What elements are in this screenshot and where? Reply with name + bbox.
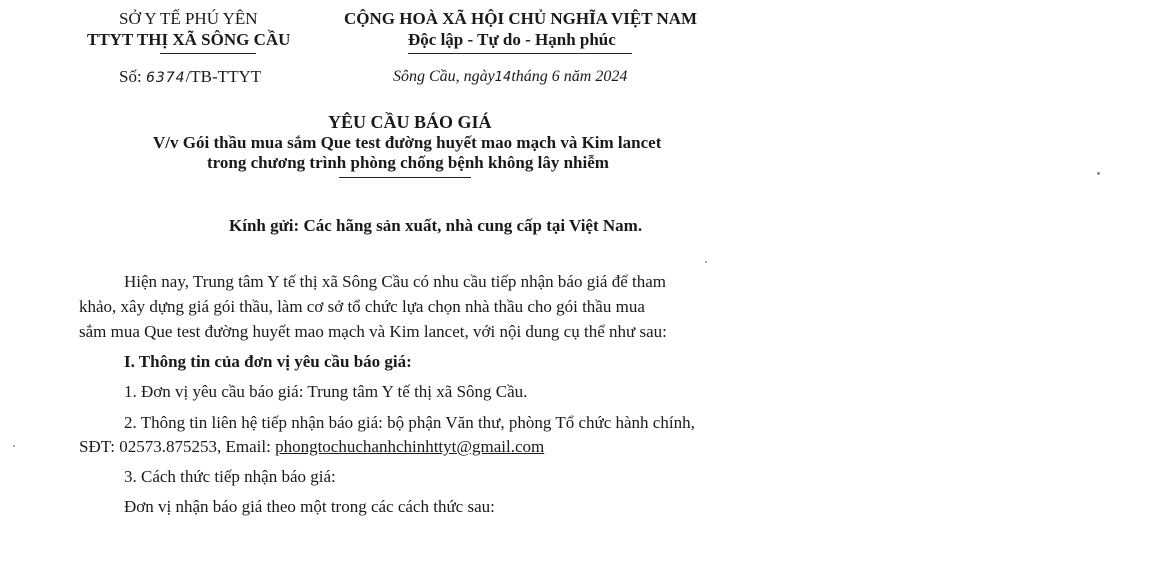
national-motto: Độc lập - Tự do - Hạnh phúc [408,30,616,49]
scan-speck [13,445,15,447]
section-1-heading: I. Thông tin của đơn vị yêu cầu báo giá: [124,352,412,371]
issuing-unit-underline [160,53,256,54]
recipient-line: Kính gửi: Các hãng sản xuất, nhà cung cấp tại Việt Nam. [229,216,643,235]
agency-name: SỞ Y TẾ PHÚ YÊN [119,9,258,28]
contact-email-link[interactable]: phongtochuchanhchinhttyt@gmail.com [275,437,545,456]
document-number-handwritten: 6374 [145,70,186,86]
place-date-prefix: Sông Cầu, ngày [393,68,495,85]
scan-speck [1097,172,1100,175]
subject-line-2: trong chương trình phòng chống bệnh không lây nhiễm [207,153,609,172]
month-prefix: tháng [511,68,552,85]
scan-speck [705,261,707,263]
document-title: YÊU CẦU BÁO GIÁ [328,112,492,132]
intro-line-2: khảo, xây dựng giá gói thầu, làm cơ sở tổ chức lựa chọn nhà thầu cho gói thầu mua [79,297,645,316]
item-4: Đơn vị nhận báo giá theo một trong các cách thức sau: [124,497,495,516]
subject-underline [339,177,471,178]
intro-line-1: Hiện nay, Trung tâm Y tế thị xã Sông Cầu có nhu cầu tiếp nhận báo giá để tham [124,272,667,291]
month-value: 6 [551,68,560,85]
document-number-prefix: Số: [119,67,146,86]
day-handwritten: 14 [494,70,512,85]
motto-underline [408,53,632,54]
item-2-line-2 [79,437,544,457]
intro-line-3: sắm mua Que test đường huyết mao mạch và Kim lancet, với nội dung cụ thể như sau: [79,322,667,341]
item-2-line-1: 2. Thông tin liên hệ tiếp nhận báo giá: bộ phận Văn thư, phòng Tổ chức hành chính, [124,413,695,432]
document-number-suffix: /TB-TTYT [185,67,262,86]
item-1: 1. Đơn vị yêu cầu báo giá: Trung tâm Y tế thị xã Sông Cầu. [124,382,528,401]
national-title: CỘNG HOÀ XÃ HỘI CHỦ NGHĨA VIỆT NAM [344,9,698,28]
subject-line-1: V/v Gói thầu mua sắm Que test đường huyết mao mạch và Kim lancet [153,133,662,152]
document-number [119,67,261,87]
year-text: năm 2024 [559,68,628,85]
place-date [393,68,627,86]
item-2-phone: SĐT: 02573.875253, Email: [79,437,276,456]
item-3: 3. Cách thức tiếp nhận báo giá: [124,467,336,486]
issuing-unit: TTYT THỊ XÃ SÔNG CẦU [87,30,291,49]
